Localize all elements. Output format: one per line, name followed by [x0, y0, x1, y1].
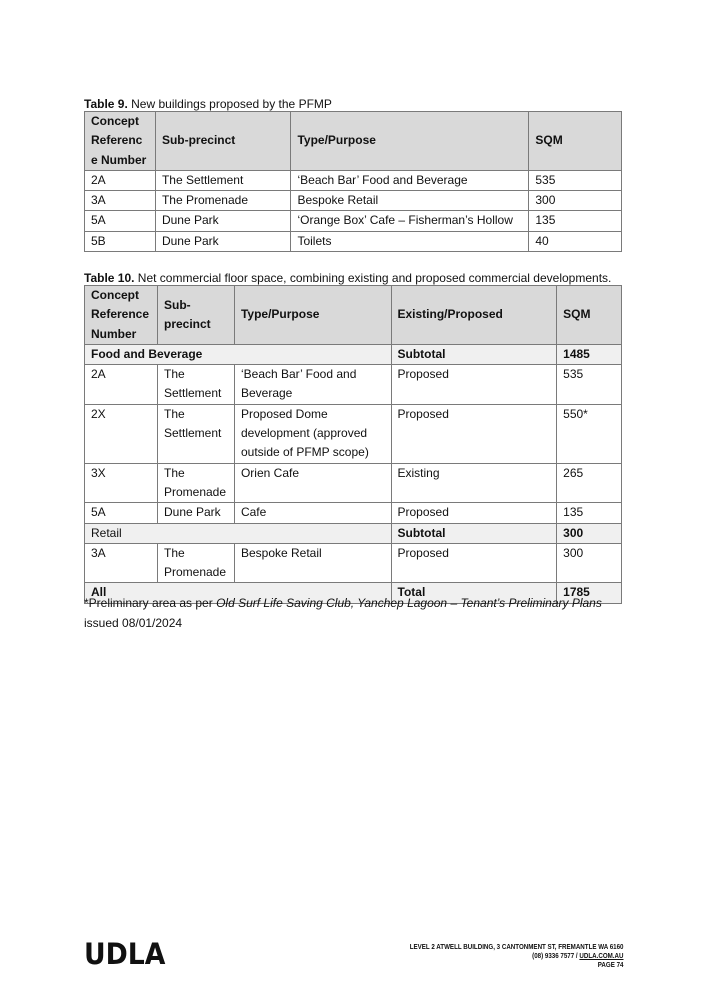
- header-sub-precinct: Sub- precinct: [157, 286, 234, 345]
- table-header-row: [85, 112, 622, 171]
- group-row-food-beverage: [85, 344, 622, 364]
- subtotal-label: Subtotal: [391, 344, 557, 364]
- table9: [84, 111, 622, 252]
- footer-address: LEVEL 2 ATWELL BUILDING, 3 CANTONMENT ST, FREMANTLE WA 6160: [409, 942, 623, 951]
- table10-caption: Table 10. Net commercial floor space, combining existing and proposed commercial developments.: [84, 271, 612, 285]
- cell: The Settlement: [155, 170, 291, 190]
- cell: 3A: [85, 191, 156, 211]
- cell: 3A: [85, 543, 158, 583]
- page-number: PAGE 74: [597, 959, 623, 969]
- cell: Toilets: [291, 231, 529, 251]
- header-concept-ref: Concept Reference Number: [85, 286, 158, 345]
- cell: Cafe: [234, 503, 391, 523]
- header-sqm: SQM: [529, 112, 622, 171]
- cell: ‘Orange Box’ Cafe – Fisherman’s Hollow: [291, 211, 529, 231]
- group-row-retail: [85, 523, 622, 543]
- cell: The Promenade: [157, 463, 234, 503]
- total-value: 1785: [557, 583, 622, 603]
- cell: 550*: [557, 404, 622, 463]
- subtotal-value: 300: [557, 523, 622, 543]
- header-sub-precinct: Sub-precinct: [155, 112, 291, 171]
- table-row: [85, 463, 622, 503]
- table-row: [85, 543, 622, 583]
- table-row: [85, 170, 622, 190]
- subtotal-value: 1485: [557, 344, 622, 364]
- cell: Proposed: [391, 543, 557, 583]
- header-sqm: SQM: [557, 286, 622, 345]
- group-name: Retail: [85, 523, 392, 543]
- cell: 5A: [85, 211, 156, 231]
- cell: The Settlement: [157, 404, 234, 463]
- table-row: [85, 191, 622, 211]
- footer-address-block: [409, 943, 623, 969]
- cell: Dune Park: [157, 503, 234, 523]
- table-row: [85, 231, 622, 251]
- cell: Proposed: [391, 404, 557, 463]
- footer-contact: (08) 9336 7577 / UDLA.COM.AU: [531, 950, 623, 960]
- cell: Proposed: [391, 503, 557, 523]
- udla-logo: UDLA: [84, 937, 166, 971]
- cell: ‘Beach Bar’ Food and Beverage: [291, 170, 529, 190]
- cell: 535: [557, 365, 622, 405]
- total-name: All: [85, 583, 392, 603]
- cell: Proposed Dome development (approved outside of PFMP scope): [234, 404, 391, 463]
- table-row: [85, 404, 622, 463]
- header-type-purpose: Type/Purpose: [234, 286, 391, 345]
- cell: Bespoke Retail: [291, 191, 529, 211]
- footnote: *Preliminary area as per Old Surf Life Saving Club, Yanchep Lagoon – Tenant’s Preliminary Plans issued 08/01/2024: [84, 596, 602, 630]
- cell: The Promenade: [157, 543, 234, 583]
- cell: 300: [529, 191, 622, 211]
- subtotal-label: Subtotal: [391, 523, 557, 543]
- header-existing-proposed: Existing/Proposed: [391, 286, 557, 345]
- group-name: Food and Beverage: [85, 344, 392, 364]
- cell: 135: [557, 503, 622, 523]
- cell: Existing: [391, 463, 557, 503]
- cell: 135: [529, 211, 622, 231]
- cell: ‘Beach Bar’ Food and Beverage: [234, 365, 391, 405]
- cell: Bespoke Retail: [234, 543, 391, 583]
- cell: Orien Cafe: [234, 463, 391, 503]
- cell: 3X: [85, 463, 158, 503]
- cell: 5B: [85, 231, 156, 251]
- cell: 265: [557, 463, 622, 503]
- total-label: Total: [391, 583, 557, 603]
- table-row: [85, 211, 622, 231]
- cell: The Settlement: [157, 365, 234, 405]
- header-concept-ref: Concept Referenc e Number: [85, 112, 156, 171]
- cell: 2A: [85, 170, 156, 190]
- table-header-row: [85, 286, 622, 345]
- website-link[interactable]: UDLA.COM.AU: [578, 950, 623, 960]
- cell: 535: [529, 170, 622, 190]
- cell: Dune Park: [155, 211, 291, 231]
- cell: 5A: [85, 503, 158, 523]
- cell: Proposed: [391, 365, 557, 405]
- table-row: [85, 503, 622, 523]
- cell: The Promenade: [155, 191, 291, 211]
- header-type-purpose: Type/Purpose: [291, 112, 529, 171]
- cell: 300: [557, 543, 622, 583]
- cell: Dune Park: [155, 231, 291, 251]
- cell: 2A: [85, 365, 158, 405]
- cell: 2X: [85, 404, 158, 463]
- table9-caption: Table 9. New buildings proposed by the PFMP: [84, 97, 332, 111]
- table-row: [85, 365, 622, 405]
- table10: [84, 285, 622, 604]
- cell: 40: [529, 231, 622, 251]
